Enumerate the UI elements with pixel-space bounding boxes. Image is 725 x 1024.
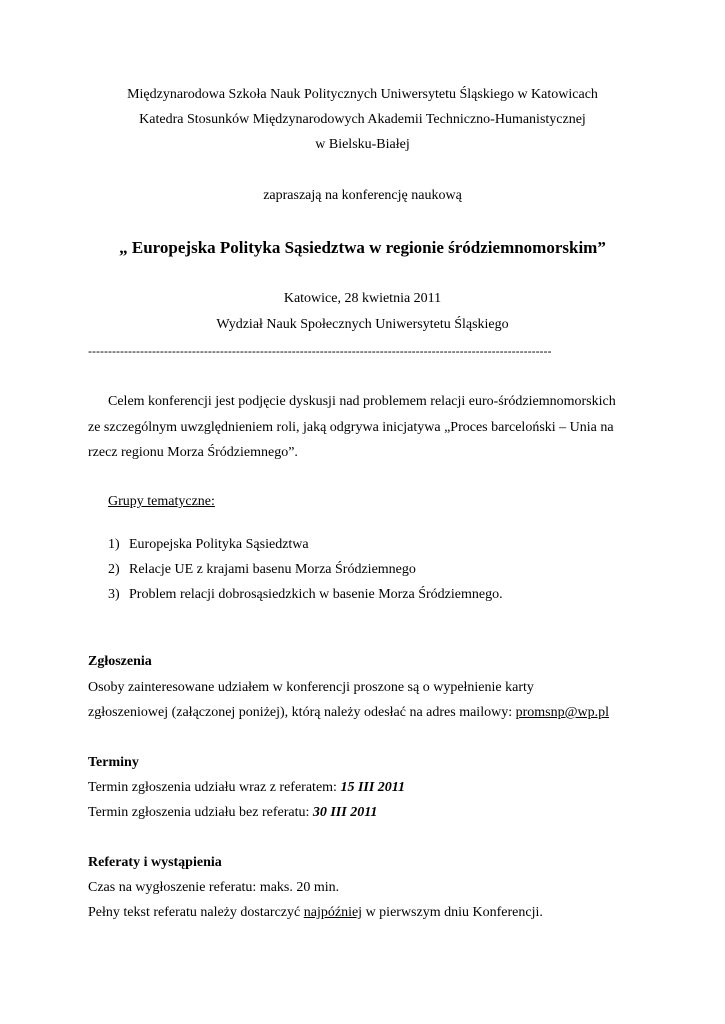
- papers-line-2-suffix: w pierwszym dniu Konferencji.: [362, 905, 543, 920]
- invitation-text: zapraszają na konferencję naukową: [263, 188, 462, 203]
- applications-line-2-text: zgłoszeniowej (załączonej poniżej), którą należy odesłać na adres mailowy:: [88, 705, 516, 720]
- intro-line-2: ze szczególnym uwzględnieniem roli, jaką odgrywa inicjatywa „Proces barceloński – Unia na: [88, 420, 614, 435]
- event-place-date: Katowice, 28 kwietnia 2011: [283, 291, 442, 306]
- deadline-with-paper-date: 15 III 2011: [340, 780, 406, 795]
- list-item-text: Relacje UE z krajami basenu Morza Śródziemnego: [129, 562, 416, 577]
- conference-title: „ Europejska Polityka Sąsiedztwa w regionie śródziemnomorskim”: [119, 238, 606, 257]
- deadline-with-paper: [88, 781, 405, 795]
- intro-line-1: Celem konferencji jest podjęcie dyskusji nad problemem relacji euro-śródziemnomorskich: [108, 394, 616, 409]
- papers-line-2: [88, 906, 543, 920]
- deadline-without-paper: [88, 806, 377, 820]
- list-item: [108, 538, 309, 552]
- list-item: [108, 588, 503, 602]
- organizer-line-2: Katedra Stosunków Międzynarodowych Akademii Techniczno-Humanistycznej: [139, 112, 586, 127]
- deadline-without-paper-label: Termin zgłoszenia udziału bez referatu:: [88, 805, 313, 820]
- list-item-number: 3): [108, 587, 120, 602]
- applications-line-1: Osoby zainteresowane udziałem w konferencji proszone są o wypełnienie karty: [88, 680, 534, 695]
- deadline-with-paper-label: Termin zgłoszenia udziału wraz z referatem:: [88, 780, 341, 795]
- separator-line: --------------------------------------------------------------------------------------------------------------------: [88, 345, 552, 357]
- papers-heading: Referaty i wystąpienia: [88, 855, 222, 870]
- list-item-text: Problem relacji dobrosąsiedzkich w basenie Morza Śródziemnego.: [129, 587, 503, 602]
- papers-line-2-prefix: Pełny tekst referatu należy dostarczyć: [88, 905, 304, 920]
- organizer-line-1: Międzynarodowa Szkoła Nauk Politycznych Uniwersytetu Śląskiego w Katowicach: [127, 87, 598, 102]
- deadlines-heading: Terminy: [88, 755, 139, 770]
- list-item-number: 1): [108, 537, 120, 552]
- deadline-without-paper-date: 30 III 2011: [312, 805, 378, 820]
- applications-heading: Zgłoszenia: [88, 654, 152, 669]
- organizer-line-3: w Bielsku-Białej: [315, 137, 410, 152]
- list-item-number: 2): [108, 562, 120, 577]
- papers-line-2-emphasis: najpóźniej: [303, 905, 363, 920]
- papers-line-1: Czas na wygłoszenie referatu: maks. 20 min.: [88, 880, 340, 895]
- groups-heading: Grupy tematyczne:: [108, 494, 215, 509]
- intro-line-3: rzecz regionu Morza Śródziemnego”.: [88, 445, 298, 460]
- list-item-text: Europejska Polityka Sąsiedztwa: [129, 537, 309, 552]
- applications-line-2: [88, 706, 609, 720]
- event-venue: Wydział Nauk Społecznych Uniwersytetu Śląskiego: [216, 317, 509, 332]
- list-item: [108, 563, 416, 577]
- email-link[interactable]: promsnp@wp.pl: [515, 705, 609, 720]
